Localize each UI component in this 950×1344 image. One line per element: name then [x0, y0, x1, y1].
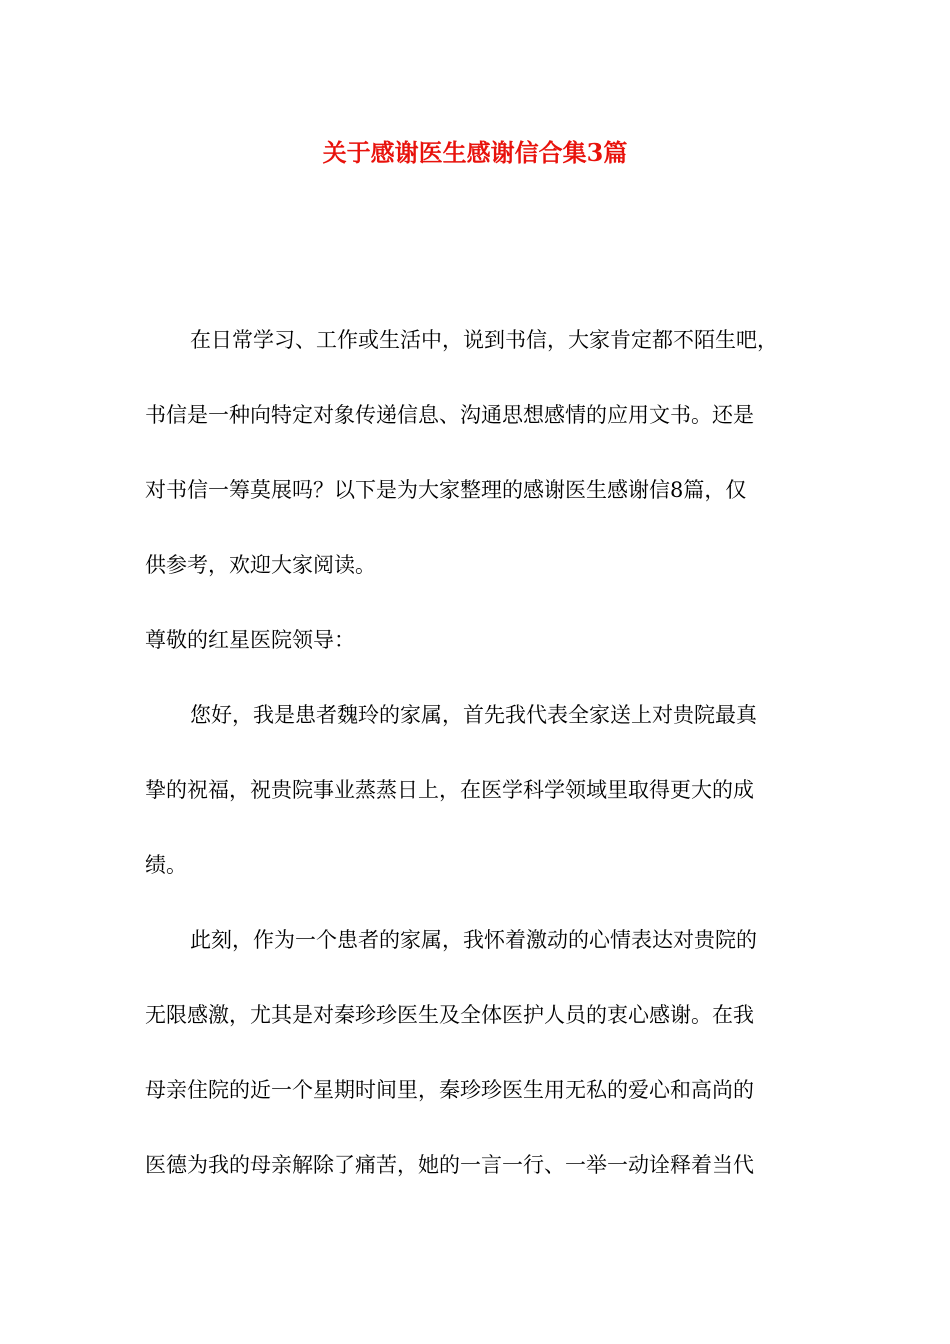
salutation: 尊敬的红星医院领导：	[145, 628, 355, 652]
text-line: 对书信一筹莫展吗？以下是为大家整理的感谢医生感谢信8篇，仅	[145, 478, 747, 502]
text-line: 无限感激，尤其是对秦珍珍医生及全体医护人员的衷心感谢。在我	[145, 1003, 754, 1027]
text-line: 书信是一种向特定对象传递信息、沟通思想感情的应用文书。还是	[145, 403, 754, 427]
text-line: 医德为我的母亲解除了痛苦，她的一言一行、一举一动诠释着当代	[145, 1153, 754, 1177]
document-title: 关于感谢医生感谢信合集3篇	[322, 138, 628, 167]
text-line: 您好，我是患者魏玲的家属，首先我代表全家送上对贵院最真	[190, 703, 757, 727]
text-line: 挚的祝福，祝贵院事业蒸蒸日上，在医学科学领域里取得更大的成	[145, 778, 754, 802]
text-line: 母亲住院的近一个星期时间里，秦珍珍医生用无私的爱心和高尚的	[145, 1078, 754, 1102]
text-line: 此刻，作为一个患者的家属，我怀着激动的心情表达对贵院的	[190, 928, 757, 952]
text-line: 供参考，欢迎大家阅读。	[145, 553, 376, 577]
text-line: 绩。	[145, 853, 187, 877]
text-line: 在日常学习、工作或生活中，说到书信，大家肯定都不陌生吧，	[190, 328, 778, 352]
